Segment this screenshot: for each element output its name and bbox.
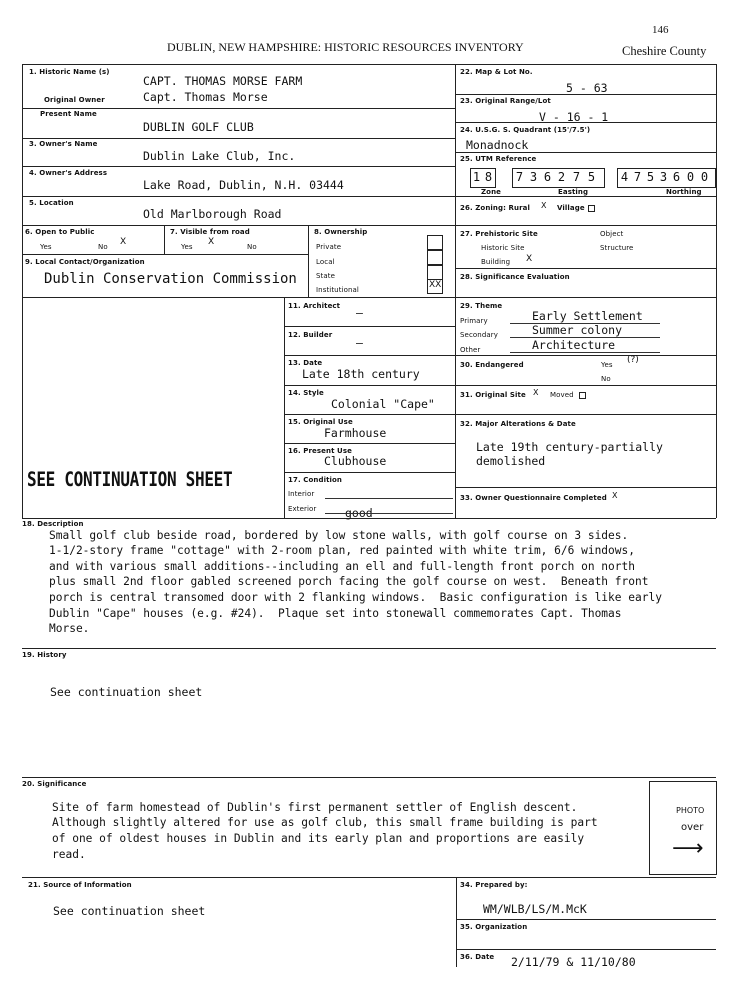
description-line: plus small 2nd floor gabled screened porch facing the golf course on west. Beneath front bbox=[49, 575, 649, 588]
zoning-rural-mark: X bbox=[541, 201, 547, 210]
history-label: 19. History bbox=[22, 651, 67, 659]
ownership-checkbox-state bbox=[427, 265, 443, 280]
prepared-by-label: 34. Prepared by: bbox=[460, 881, 528, 889]
endangered-label: 30. Endangered bbox=[460, 361, 524, 369]
endangered-mark: (?) bbox=[627, 355, 639, 365]
ownership-local: Local bbox=[316, 258, 335, 266]
visible-from-road-label: 7. Visible from road bbox=[170, 228, 250, 236]
theme-label: 29. Theme bbox=[460, 302, 503, 310]
ownership-institutional: Institutional bbox=[316, 286, 359, 294]
description-line: 1-1/2-story frame "cottage" with 2-room plan, red painted with white trim, 6/6 windows, bbox=[49, 544, 635, 557]
rule bbox=[22, 166, 455, 167]
rule bbox=[22, 108, 455, 109]
original-site-label: 31. Original Site bbox=[460, 391, 526, 399]
utm-zone-digit: 8 bbox=[484, 170, 493, 184]
style-label: 14. Style bbox=[288, 389, 324, 397]
usgs-value: Monadnock bbox=[466, 138, 529, 152]
rule bbox=[456, 877, 457, 967]
rule bbox=[325, 513, 453, 514]
condition-label: 17. Condition bbox=[288, 476, 343, 484]
utm-northing-digit: 6 bbox=[672, 170, 681, 184]
rule bbox=[325, 498, 453, 499]
form-top-border bbox=[22, 64, 716, 65]
original-site-mark: X bbox=[533, 388, 539, 397]
description-line: Small golf club beside road, bordered by low stone walls, with golf course on 3 sides. bbox=[49, 529, 629, 542]
right-arrow-icon: ⟶ bbox=[672, 836, 704, 861]
village-checkbox bbox=[588, 205, 595, 212]
rule bbox=[455, 225, 716, 226]
location-value: Old Marlborough Road bbox=[143, 207, 282, 221]
significance-line: read. bbox=[52, 848, 86, 861]
builder-value: — bbox=[356, 336, 363, 350]
history-value: See continuation sheet bbox=[50, 685, 203, 699]
rule bbox=[510, 352, 660, 353]
rule bbox=[456, 949, 716, 950]
significance-label: 20. Significance bbox=[22, 780, 87, 788]
visible-no-label: No bbox=[247, 243, 257, 251]
utm-easting-digit: 3 bbox=[529, 170, 538, 184]
utm-northing-digit: 5 bbox=[646, 170, 655, 184]
description-line: and with various small additions--including an ell and full-length front porch on north bbox=[49, 560, 635, 573]
rule bbox=[164, 225, 165, 254]
utm-easting-digit: 5 bbox=[587, 170, 596, 184]
visible-yes-mark: X bbox=[208, 237, 215, 247]
exterior-label: Exterior bbox=[288, 505, 317, 513]
utm-northing-digit: 0 bbox=[700, 170, 709, 184]
prehistoric-site-label: 27. Prehistoric Site bbox=[460, 230, 538, 238]
range-lot-value: V - 16 - 1 bbox=[539, 110, 609, 124]
utm-easting-digit: 7 bbox=[572, 170, 581, 184]
page-title: DUBLIN, NEW HAMPSHIRE: HISTORIC RESOURCES INVENTORY bbox=[167, 40, 524, 54]
architect-value: — bbox=[356, 306, 363, 320]
local-contact-label: 9. Local Contact/Organization bbox=[25, 258, 145, 266]
rule bbox=[456, 919, 716, 920]
owner-name-value: Dublin Lake Club, Inc. bbox=[143, 149, 296, 163]
rule bbox=[284, 355, 455, 356]
endangered-yes-label: Yes bbox=[601, 361, 613, 369]
rule bbox=[455, 385, 716, 386]
usgs-label: 24. U.S.G. S. Quadrant (15'/7.5') bbox=[460, 126, 591, 134]
ownership-checkbox-local bbox=[427, 250, 443, 265]
utm-northing-caption: Northing bbox=[666, 188, 702, 196]
rule bbox=[284, 472, 455, 473]
style-value: Colonial "Cape" bbox=[331, 397, 435, 411]
original-owner-value: Capt. Thomas Morse bbox=[143, 90, 268, 104]
rule bbox=[284, 414, 455, 415]
open-yes-label: Yes bbox=[40, 243, 52, 251]
object-label: Object bbox=[600, 230, 624, 238]
present-name-value: DUBLIN GOLF CLUB bbox=[143, 120, 254, 134]
rule bbox=[284, 443, 455, 444]
original-use-label: 15. Original Use bbox=[288, 418, 353, 426]
description-line: porch is central transomed door with 2 flanking windows. Basic configuration is like early bbox=[49, 591, 662, 604]
theme-secondary-label: Secondary bbox=[460, 331, 498, 339]
exterior-value: good bbox=[345, 506, 373, 520]
map-lot-label: 22. Map & Lot No. bbox=[460, 68, 533, 76]
form-mid-divider bbox=[455, 64, 456, 518]
page-number: 146 bbox=[652, 24, 669, 36]
ownership-state: State bbox=[316, 272, 336, 280]
utm-zone-digit: 1 bbox=[472, 170, 481, 184]
present-name-label: Present Name bbox=[40, 110, 97, 118]
original-owner-label: Original Owner bbox=[44, 96, 105, 104]
rule bbox=[22, 877, 716, 878]
utm-northing-digit: 3 bbox=[659, 170, 668, 184]
ownership-label: 8. Ownership bbox=[314, 228, 368, 236]
rule bbox=[455, 487, 716, 488]
date-label: 13. Date bbox=[288, 359, 323, 367]
continuation-stamp: SEE CONTINUATION SHEET bbox=[27, 468, 233, 491]
local-contact-value: Dublin Conservation Commission bbox=[44, 271, 297, 287]
map-lot-value: 5 - 63 bbox=[566, 81, 608, 95]
rule bbox=[308, 225, 309, 297]
theme-other-label: Other bbox=[460, 346, 481, 354]
significance-line: Although slightly altered for use as golf club, this small frame building is part bbox=[52, 816, 598, 829]
rule bbox=[22, 196, 455, 197]
utm-easting-digit: 6 bbox=[543, 170, 552, 184]
endangered-no-label: No bbox=[601, 375, 611, 383]
description-line: Morse. bbox=[49, 622, 90, 635]
location-label: 5. Location bbox=[29, 199, 74, 207]
prepared-by-value: WM/WLB/LS/M.McK bbox=[483, 902, 587, 916]
architect-label: 11. Architect bbox=[288, 302, 341, 310]
rule bbox=[22, 138, 455, 139]
photo-over-label: over bbox=[681, 822, 704, 833]
structure-label: Structure bbox=[600, 244, 634, 252]
utm-easting-digit: 2 bbox=[557, 170, 566, 184]
owner-questionnaire-mark: X bbox=[612, 491, 618, 500]
ownership-private: Private bbox=[316, 243, 342, 251]
utm-easting-digit: 7 bbox=[515, 170, 524, 184]
present-use-label: 16. Present Use bbox=[288, 447, 352, 455]
rule bbox=[455, 196, 716, 197]
owner-name-label: 3. Owner's Name bbox=[29, 140, 98, 148]
significance-line: of one of oldest houses in Dublin and its early plan and proportions are easily bbox=[52, 832, 585, 845]
open-no-label: No bbox=[98, 243, 108, 251]
historic-site-label: Historic Site bbox=[481, 244, 525, 252]
rule bbox=[455, 355, 716, 356]
source-value: See continuation sheet bbox=[53, 904, 206, 918]
description-line: Dublin "Cape" houses (e.g. #24). Plaque set into stonewall commemorates Capt. Thomas bbox=[49, 607, 622, 620]
rule bbox=[284, 385, 455, 386]
utm-northing-digit: 4 bbox=[620, 170, 629, 184]
original-use-value: Farmhouse bbox=[324, 426, 387, 440]
theme-primary-value: Early Settlement bbox=[532, 309, 643, 323]
owner-address-label: 4. Owner's Address bbox=[29, 169, 108, 177]
form-right-border bbox=[716, 64, 717, 518]
significance-line: Site of farm homestead of Dublin's first permanent settler of English descent. bbox=[52, 801, 578, 814]
owner-address-value: Lake Road, Dublin, N.H. 03444 bbox=[143, 178, 344, 192]
utm-zone-caption: Zone bbox=[481, 188, 502, 196]
rule bbox=[455, 268, 716, 269]
county-label: Cheshire County bbox=[622, 44, 707, 58]
rule bbox=[284, 326, 455, 327]
theme-other-value: Architecture bbox=[532, 338, 616, 352]
major-alterations-line-2: demolished bbox=[476, 454, 546, 468]
builder-label: 12. Builder bbox=[288, 331, 333, 339]
utm-easting-caption: Easting bbox=[558, 188, 589, 196]
rule bbox=[284, 297, 285, 518]
zoning-label: 26. Zoning: Rural bbox=[460, 204, 530, 212]
prep-date-label: 36. Date bbox=[460, 953, 495, 961]
ownership-checkbox-private bbox=[427, 235, 443, 250]
moved-checkbox bbox=[579, 392, 586, 399]
rule bbox=[22, 297, 455, 298]
theme-secondary-value: Summer colony bbox=[532, 323, 623, 337]
source-label: 21. Source of Information bbox=[28, 881, 132, 889]
present-use-value: Clubhouse bbox=[324, 454, 387, 468]
open-no-mark: X bbox=[120, 237, 127, 247]
historic-name-value: CAPT. THOMAS MORSE FARM bbox=[143, 74, 303, 88]
theme-primary-label: Primary bbox=[460, 317, 488, 325]
major-alterations-line-1: Late 19th century-partially bbox=[476, 440, 663, 454]
rule bbox=[455, 152, 716, 153]
rule bbox=[455, 297, 716, 298]
organization-label: 35. Organization bbox=[460, 923, 528, 931]
building-label: Building bbox=[481, 258, 511, 266]
utm-label: 25. UTM Reference bbox=[460, 155, 537, 163]
significance-evaluation-label: 28. Significance Evaluation bbox=[460, 273, 570, 281]
rule bbox=[22, 777, 716, 778]
form-left-border bbox=[22, 64, 23, 518]
rule bbox=[455, 414, 716, 415]
interior-label: Interior bbox=[288, 490, 315, 498]
utm-northing-digit: 0 bbox=[686, 170, 695, 184]
range-lot-label: 23. Original Range/Lot bbox=[460, 97, 551, 105]
description-label: 18. Description bbox=[22, 520, 84, 528]
photo-label: PHOTO bbox=[676, 806, 705, 815]
rule bbox=[22, 254, 308, 255]
utm-northing-digit: 7 bbox=[633, 170, 642, 184]
rule bbox=[22, 225, 455, 226]
major-alterations-label: 32. Major Alterations & Date bbox=[460, 420, 576, 428]
open-to-public-label: 6. Open to Public bbox=[25, 228, 95, 236]
village-label: Village bbox=[557, 204, 585, 212]
moved-label: Moved bbox=[550, 391, 574, 399]
prep-date-value: 2/11/79 & 11/10/80 bbox=[511, 955, 636, 969]
ownership-institutional-mark: XX bbox=[429, 280, 442, 290]
building-mark: X bbox=[526, 254, 533, 264]
owner-questionnaire-label: 33. Owner Questionnaire Completed bbox=[460, 494, 607, 502]
visible-yes-label: Yes bbox=[181, 243, 193, 251]
historic-name-label: 1. Historic Name (s) bbox=[29, 68, 110, 76]
rule bbox=[22, 648, 716, 649]
date-value: Late 18th century bbox=[302, 367, 420, 381]
